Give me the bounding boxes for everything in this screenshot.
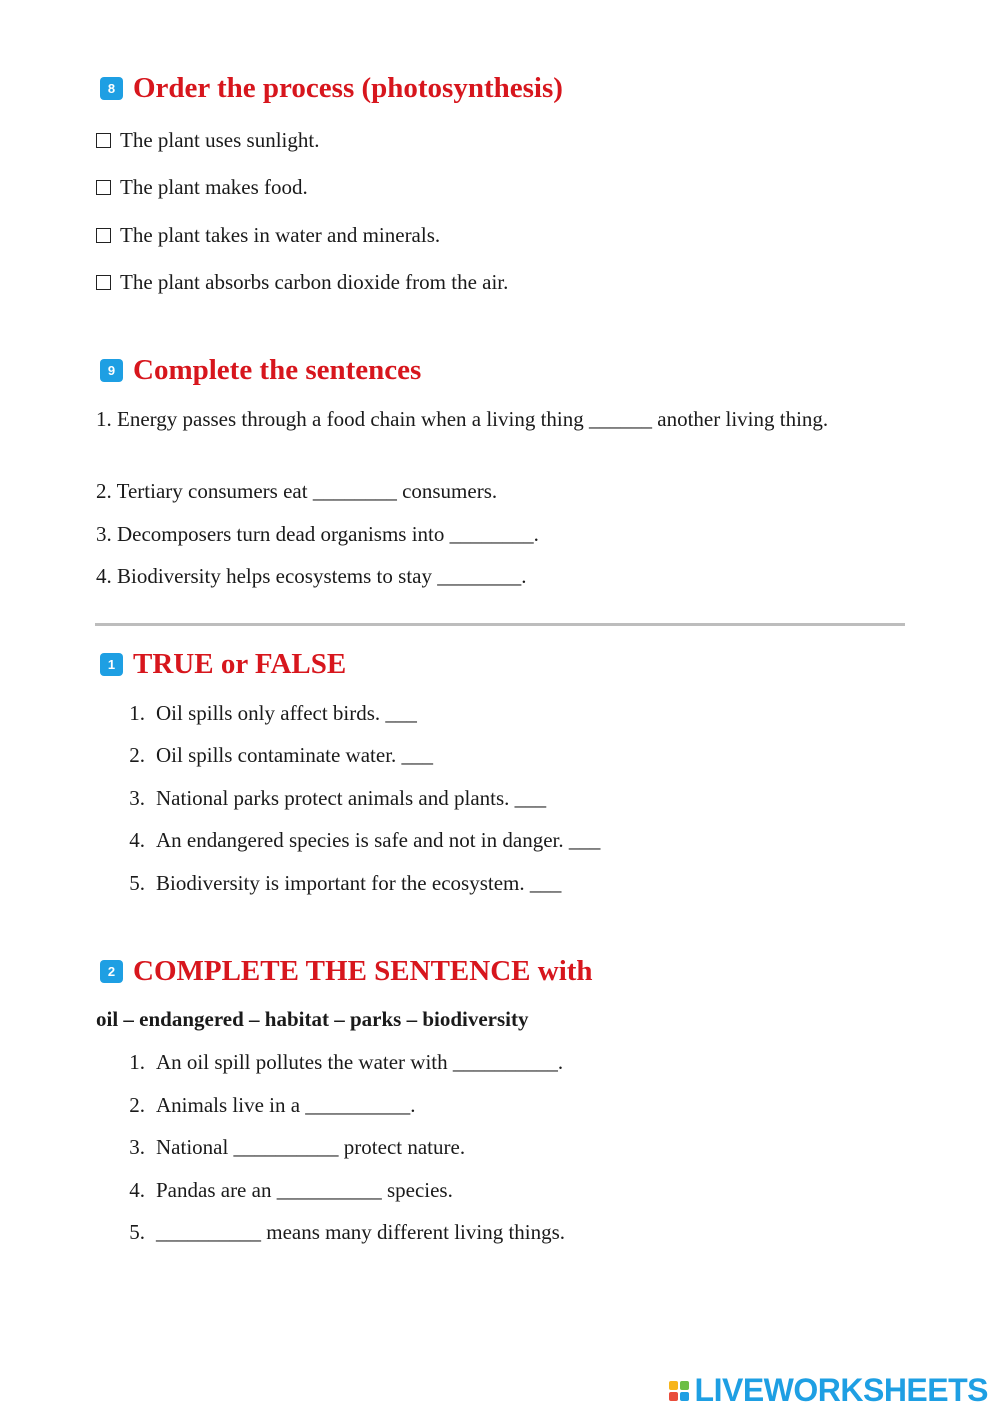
fill-in-item: 1. An oil spill pollutes the water with __________. <box>129 1050 564 1074</box>
order-item: The plant absorbs carbon dioxide from the air. <box>96 267 508 297</box>
section-8-title: Order the process (photosynthesis) <box>133 72 563 104</box>
fill-in-item: 4. Pandas are an __________ species. <box>129 1178 453 1202</box>
section-2-number-badge: 2 <box>100 960 123 983</box>
fill-in-item: 2. Animals live in a __________. <box>129 1093 416 1117</box>
sentence-item: 1. Energy passes through a food chain when a living thing ______ another living thing. <box>96 407 829 431</box>
order-checkbox[interactable] <box>96 228 111 243</box>
section-2-heading <box>100 955 593 988</box>
sentence-item: 2. Tertiary consumers eat ________ consumers. <box>96 479 498 503</box>
section-1-heading <box>100 648 346 681</box>
fill-in-item: 3. National __________ protect nature. <box>129 1135 466 1159</box>
order-item: The plant uses sunlight. <box>96 125 319 155</box>
true-false-item: 5. Biodiversity is important for the ecosystem. ___ <box>129 871 562 895</box>
section-8-number-badge: 8 <box>100 77 123 100</box>
section-9-number-badge: 9 <box>100 359 123 382</box>
logo-square <box>669 1381 678 1390</box>
logo-square <box>669 1392 678 1401</box>
section-divider <box>95 623 905 626</box>
fill-in-item: 5. __________ means many different living things. <box>129 1220 566 1244</box>
word-bank: oil – endangered – habitat – parks – biodiversity <box>96 1007 529 1031</box>
section-8-heading <box>100 72 563 105</box>
liveworksheets-logo <box>669 1372 988 1409</box>
sentence-item: 4. Biodiversity helps ecosystems to stay ________. <box>96 564 527 588</box>
order-checkbox[interactable] <box>96 275 111 290</box>
true-false-item: 2. Oil spills contaminate water. ___ <box>129 743 434 767</box>
section-1-number-badge: 1 <box>100 653 123 676</box>
order-checkbox[interactable] <box>96 180 111 195</box>
true-false-item: 4. An endangered species is safe and not in danger. ___ <box>129 828 601 852</box>
logo-mark-icon <box>669 1381 689 1401</box>
section-9-title: Complete the sentences <box>133 354 422 386</box>
order-checkbox[interactable] <box>96 133 111 148</box>
order-item: The plant makes food. <box>96 172 308 202</box>
logo-text: LIVEWORKSHEETS <box>694 1372 988 1408</box>
true-false-item: 1. Oil spills only affect birds. ___ <box>129 701 417 725</box>
order-item: The plant takes in water and minerals. <box>96 220 440 250</box>
sentence-item: 3. Decomposers turn dead organisms into ________. <box>96 522 539 546</box>
section-2-title: COMPLETE THE SENTENCE with <box>133 955 593 987</box>
section-9-heading <box>100 354 421 387</box>
true-false-item: 3. National parks protect animals and plants. ___ <box>129 786 547 810</box>
logo-square <box>680 1392 689 1401</box>
section-1-title: TRUE or FALSE <box>133 648 347 680</box>
logo-square <box>680 1381 689 1390</box>
